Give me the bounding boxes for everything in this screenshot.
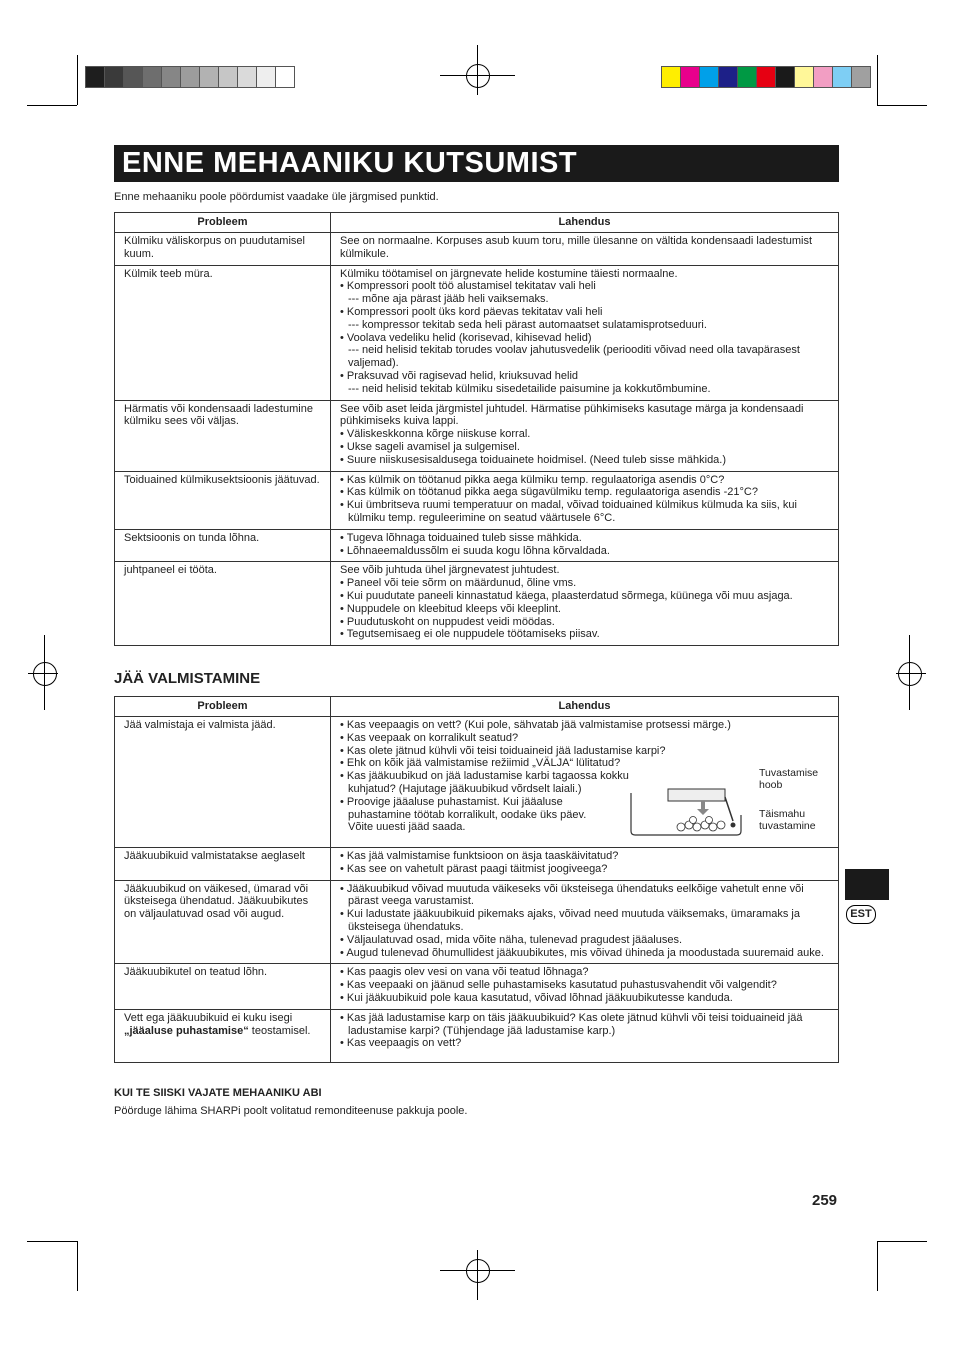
table-row	[115, 529, 839, 562]
calibration-swatch	[681, 67, 700, 87]
calibration-swatch	[124, 67, 143, 87]
list-item: • Kas olete jätnud kühvli või teisi toiduaineid jää ladustamise karpi?	[340, 745, 818, 758]
calibration-swatch	[143, 67, 162, 87]
drop-arrow	[697, 801, 709, 815]
solution-cell: See on normaalne. Korpuses asub kuum toru, mille ülesanne on vältida kondensaadi ladestumist külmikule.	[331, 233, 839, 266]
language-badge: EST	[846, 905, 876, 924]
full-detection-sensor	[731, 823, 736, 828]
calibration-swatch	[700, 67, 719, 87]
ice-making-table	[114, 696, 839, 1063]
troubleshooting-table	[114, 212, 839, 646]
solution-cell	[331, 717, 839, 848]
list-item: • Väljaulatuvad osad, mida võite näha, tulenevad pragudest jääaluses.	[340, 934, 830, 947]
table-row	[115, 400, 839, 471]
calibration-swatch	[276, 67, 294, 87]
ice-maker-diagram	[621, 779, 751, 839]
ice-tray	[668, 789, 725, 801]
list-item: • Suure niiskusesisaldusega toiduainete hoidmisel. (Need tuleb sisse mähkida.)	[340, 454, 830, 467]
header-solution: Lahendus	[331, 213, 839, 233]
diagram-label-line: Täismahu	[759, 808, 806, 820]
problem-cell: Jääkuubikutel on teatud lõhn.	[115, 964, 331, 1009]
section-heading-ice-making: JÄÄ VALMISTAMINE	[114, 670, 261, 687]
problem-cell	[115, 1009, 331, 1062]
problem-cell: Härmatis või kondensaadi ladestumine külmiku sees või väljas.	[115, 400, 331, 471]
ice-cubes	[677, 817, 725, 832]
solution-intro: Külmiku töötamisel on järgnevate helide kostumine täiesti normaalne.	[340, 267, 678, 280]
diagram-label-line: Tuvastamise	[759, 767, 819, 779]
list-item: • Kas veepaagis on vett? (Kui pole, sähvatab jää valmistamise protsessi märge.)	[340, 719, 818, 732]
page-number: 259	[812, 1192, 838, 1209]
list-item: • Praksuvad või ragisevad helid, kriuksuvad helid	[340, 370, 830, 383]
calibration-swatch	[776, 67, 795, 87]
list-item: • Tugeva lõhnaga toiduained tuleb sisse mähkida.	[340, 532, 830, 545]
table-header-row	[115, 213, 839, 233]
list-item: • Kui jääkuubikuid pole kaua kasutatud, võivad lõhnad jääkuubikutesse kanduda.	[340, 992, 830, 1005]
list-subitem: --- mõne aja pärast jääb heli vaiksemaks.	[348, 293, 549, 306]
list-item: • Kas külmik on töötanud pikka aega külmiku temp. regulaatoriga asendis 0°C?	[340, 474, 830, 487]
list-subitem: --- kompressor tekitab seda heli pärast automaatset sulatamisprotseduuri.	[348, 318, 707, 331]
list-item: • Ehk on kõik jää valmistamise režiimid „VÄLJA“ lülitatud?	[340, 757, 668, 770]
calibration-swatch	[795, 67, 814, 87]
intro-text: Enne mehaaniku poole pöördumist vaadake üle järgmised punktid.	[114, 191, 439, 203]
table-header-row	[115, 697, 839, 717]
list-item: • Tegutsemisaeg ei ole nuppudele töötamiseks piisav.	[340, 628, 830, 641]
list-item: • Nuppudele on kleebitud kleeps või kleeplint.	[340, 603, 830, 616]
problem-cell: Jääkuubikud on väikesed, ümarad või üksteisega ühendatud. Jääkuubikutes on väljaulatuvad osad või augud.	[115, 880, 331, 964]
list-item: • Paneel või teie sõrm on määrdunud, õline vms.	[340, 577, 830, 590]
calibration-swatch	[852, 67, 870, 87]
table-row	[115, 233, 839, 266]
page-title: ENNE MEHAANIKU KUTSUMIST	[122, 147, 578, 179]
list-item: • Kas veepaagis on vett?	[340, 1037, 830, 1050]
list-item: • Ukse sageli avamisel ja sulgemisel.	[340, 441, 830, 454]
solution-cell	[331, 880, 839, 964]
table-row	[115, 848, 839, 881]
list-item: • Lõhnaeemaldussõlm ei suuda kogu lõhna kõrvaldada.	[340, 545, 830, 558]
solution-cell	[331, 562, 839, 646]
list-item: • Väliskeskkonna kõrge niiskuse korral.	[340, 428, 830, 441]
problem-cell: juhtpaneel ei tööta.	[115, 562, 331, 646]
calibration-swatch	[86, 67, 105, 87]
list-item: • Kui ümbritseva ruumi temperatuur on madal, võivad toiduained külmikus külmuda ka siis, kui külmiku temp. reguleerimine on seatud väärtusele 6°C.	[340, 499, 830, 525]
calibration-swatch	[200, 67, 219, 87]
table-row	[115, 562, 839, 646]
calibration-swatch	[105, 67, 124, 87]
table-row	[115, 471, 839, 529]
list-item: • Jääkuubikud võivad muutuda väikeseks või üksteisega ühendatuks eelkõige vahetult enne või pärast veega varustamist.	[340, 883, 830, 909]
problem-text-bold: „jääaluse puhastamise“	[124, 1024, 249, 1037]
solution-intro: See võib juhtuda ühel järgnevatest juhtudest.	[340, 564, 560, 577]
table-row	[115, 1009, 839, 1062]
list-item: • Proovige jääaluse puhastamist. Kui jääaluse puhastamine töötab korralikult, oodake üks päev. Võite uuesti jääd saada.	[340, 796, 588, 834]
solution-cell	[331, 400, 839, 471]
table-row	[115, 717, 839, 848]
section-heading-service: KUI TE SIISKI VAJATE MEHAANIKU ABI	[114, 1087, 322, 1099]
list-item: • Kas veepaaki on jäänud selle puhastamiseks kasutatud puhastusvahendit või valgendit?	[340, 979, 830, 992]
list-item: • Kompressori poolt töö alustamisel tekitatav vali heli	[340, 280, 830, 293]
problem-cell: Sektsioonis on tunda lõhna.	[115, 529, 331, 562]
list-item: • Voolava vedeliku helid (korisevad, kihisevad helid)	[340, 332, 830, 345]
list-item: • Kui puudutate paneeli kinnastatud käega, plaasterdatud sõrmega, küünega või muu asjaga.	[340, 590, 830, 603]
list-item: • Kas jääkuubikud on jää ladustamise karbi tagaossa kokku kuhjatud? (Hajutage jääkuubikud võrdselt laiali.)	[340, 770, 648, 796]
solution-cell	[331, 471, 839, 529]
header-problem: Probleem	[115, 213, 331, 233]
solution-cell	[331, 529, 839, 562]
list-subitem: --- neid helisid tekitab torudes voolav jahutusvedelik (periooditi võivad need olla tavapärasest valjemad).	[348, 344, 800, 370]
calibration-swatch	[833, 67, 852, 87]
problem-cell: Jää valmistaja ei valmista jääd.	[115, 717, 331, 848]
problem-text: Vett ega jääkuubikuid ei kuku isegi	[124, 1011, 293, 1024]
calibration-swatch	[238, 67, 257, 87]
page-title-banner	[114, 145, 839, 182]
problem-text: teostamisel.	[248, 1024, 311, 1037]
list-item: • Kas külmik on töötanud pikka aega sügavülmiku temp. regulaatoriga asendis -21°C?	[340, 486, 830, 499]
calibration-swatch	[662, 67, 681, 87]
solution-cell	[331, 848, 839, 881]
problem-cell: Jääkuubikuid valmistatakse aeglaselt	[115, 848, 331, 881]
calibration-swatch	[738, 67, 757, 87]
calibration-swatch	[257, 67, 276, 87]
calibration-swatch	[162, 67, 181, 87]
list-item: • Kui ladustate jääkuubikuid pikemaks ajaks, võivad need muutuda väiksemaks, ümaramaks ja üksteisega ühendatuks.	[340, 908, 830, 934]
list-item: • Augud tulenevad õhumullidest jääkuubikutes, mis võivad ühineda ja moodustada suuremaid auke.	[340, 947, 830, 960]
calibration-swatch	[719, 67, 738, 87]
table-row	[115, 880, 839, 964]
calibration-swatch	[814, 67, 833, 87]
table-row	[115, 265, 839, 400]
detection-lever	[725, 797, 733, 821]
table-row	[115, 964, 839, 1009]
calibration-swatch	[757, 67, 776, 87]
list-item: • Puudutuskoht on nuppudest veidi möödas.	[340, 616, 830, 629]
diagram-label-line: tuvastamine	[759, 820, 816, 832]
diagram-label-detection-lever	[759, 767, 818, 791]
list-item: • Kas jää ladustamise karp on täis jääkuubikuid? Kas olete jätnud kühvli või teisi toiduaineid jää ladustamise karpi? (Tühjendage jää ladustamise karp.)	[340, 1012, 830, 1038]
list-item: • Kas paagis olev vesi on vana või teatud lõhnaga?	[340, 966, 830, 979]
header-solution: Lahendus	[331, 697, 839, 717]
list-item: • Kas jää valmistamise funktsioon on äsja taaskäivitatud?	[340, 850, 830, 863]
diagram-label-line: hoob	[759, 779, 783, 791]
problem-cell: Külmik teeb müra.	[115, 265, 331, 400]
solution-cell	[331, 1009, 839, 1062]
service-note: Pöörduge lähima SHARPi poolt volitatud remonditeenuse pakkuja poole.	[114, 1105, 468, 1117]
color-calibration-bar	[661, 66, 871, 88]
solution-cell	[331, 265, 839, 400]
list-item: • Kas see on vahetult pärast paagi täitmist joogiveega?	[340, 863, 830, 876]
language-tab-block	[845, 869, 889, 900]
list-item: • Kompressori poolt üks kord päevas tekitatav vali heli	[340, 306, 830, 319]
list-item: • Kas veepaak on korralikult seatud?	[340, 732, 635, 745]
calibration-swatch	[219, 67, 238, 87]
solution-intro: See võib aset leida järgmistel juhtudel. Härmatise pühkimiseks kasutage märga ja kondensaadi pühkimiseks kuiva lappi.	[340, 402, 804, 428]
solution-cell	[331, 964, 839, 1009]
diagram-label-full-detection	[759, 808, 816, 832]
calibration-swatch	[181, 67, 200, 87]
grayscale-calibration-bar	[85, 66, 295, 88]
problem-cell: Külmiku väliskorpus on puudutamisel kuum.	[115, 233, 331, 266]
header-problem: Probleem	[115, 697, 331, 717]
list-subitem: --- neid helisid tekitab külmiku sisedetailide paisumine ja kokkutõmbumine.	[348, 382, 711, 395]
problem-cell: Toiduained külmikusektsioonis jäätuvad.	[115, 471, 331, 529]
